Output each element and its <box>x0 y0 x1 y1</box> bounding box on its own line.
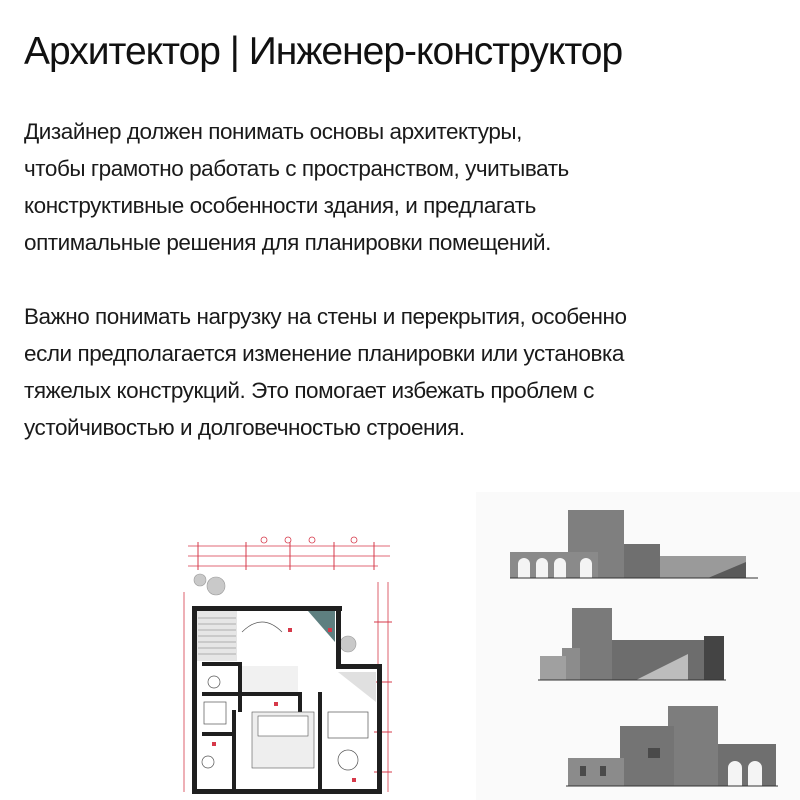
elevation-drawing <box>476 594 800 698</box>
paragraph-line: оптимальные решения для планировки помещений. <box>24 230 551 255</box>
room-fills <box>197 611 376 768</box>
paragraph-line: если предполагается изменение планировки или установка <box>24 341 624 366</box>
floor-plan-drawing <box>178 532 402 800</box>
elevation-drawing <box>476 696 800 800</box>
building-elevations <box>476 492 800 800</box>
paragraph-load-bearing <box>24 298 627 446</box>
page-title: Архитектор | Инженер-конструктор <box>24 30 623 73</box>
paragraph-line: Дизайнер должен понимать основы архитектуры, <box>24 119 522 144</box>
paragraph-line: Важно понимать нагрузку на стены и перекрытия, особенно <box>24 304 627 329</box>
paragraph-line: чтобы грамотно работать с пространством, учитывать <box>24 156 569 181</box>
paragraph-line: устойчивостью и долговечностью строения. <box>24 415 465 440</box>
paragraph-line: конструктивные особенности здания, и предлагать <box>24 193 536 218</box>
paragraph-line: тяжелых конструкций. Это помогает избежать проблем с <box>24 378 594 403</box>
paragraph-architecture-basics <box>24 113 569 261</box>
elevation-drawing <box>476 492 800 596</box>
